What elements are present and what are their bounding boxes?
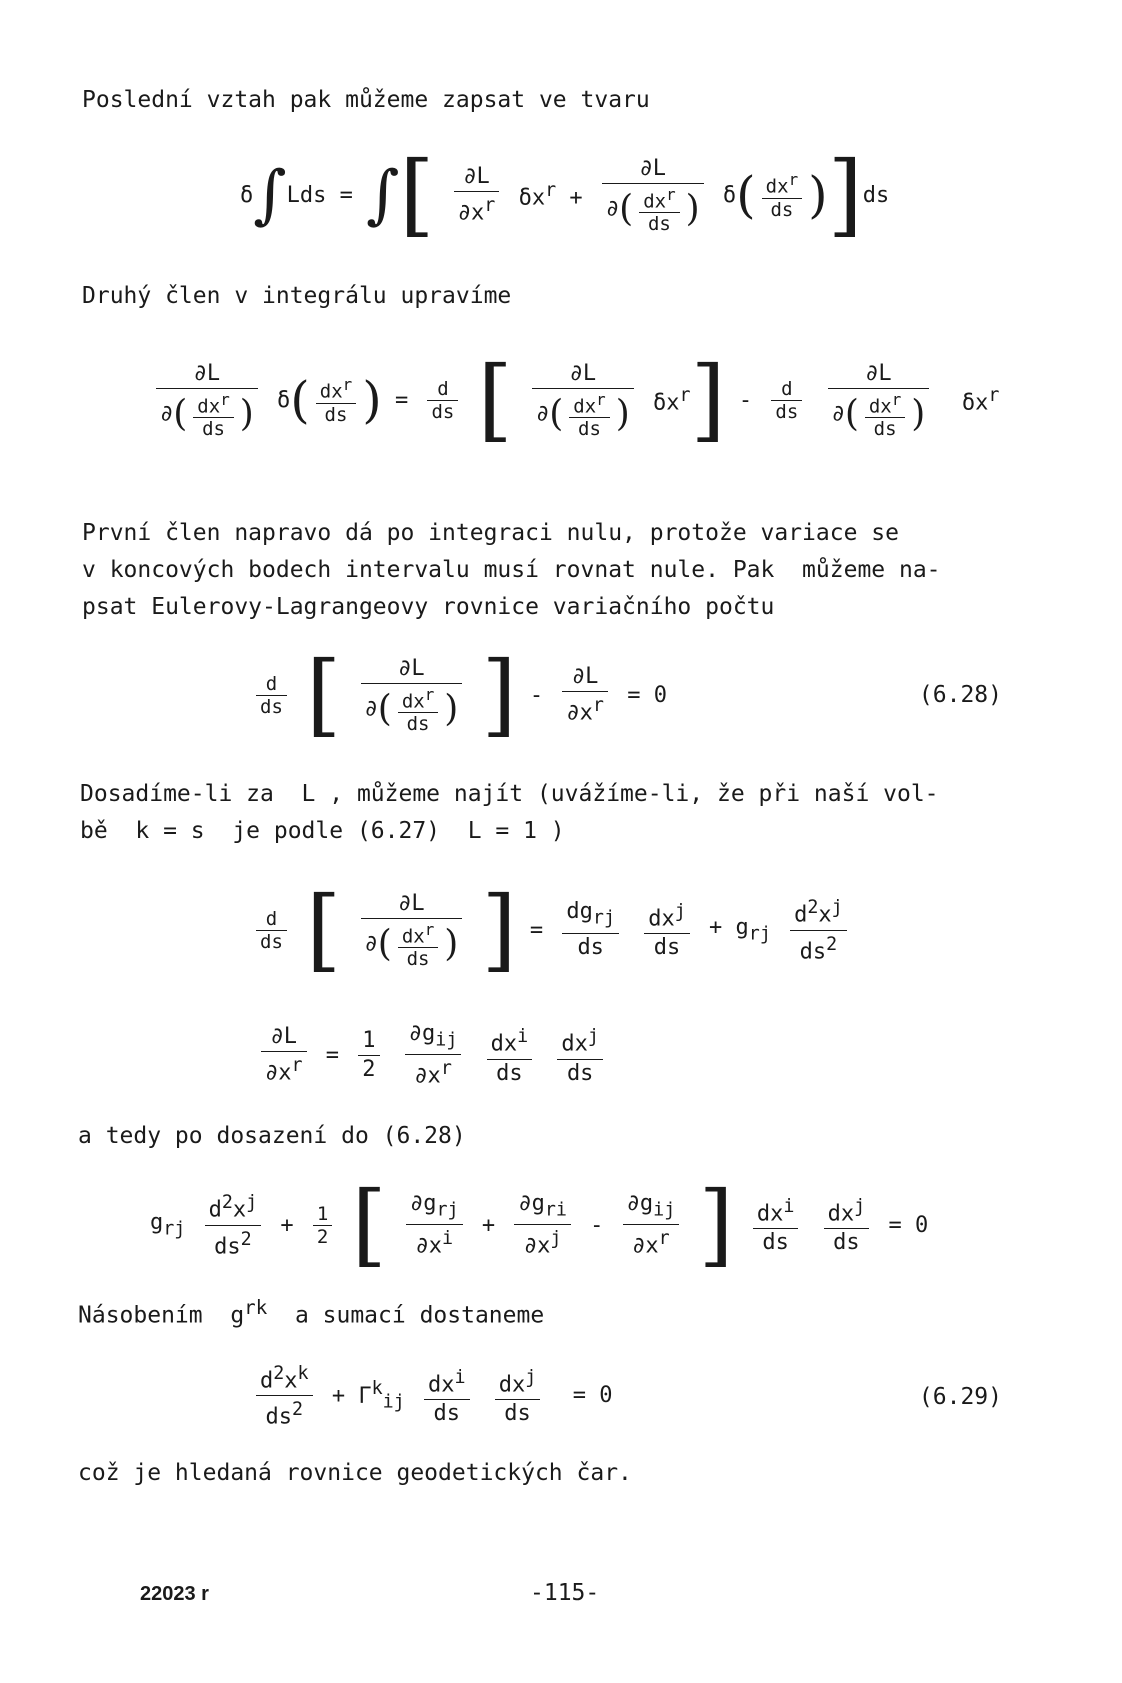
footer-code: 22023 r bbox=[140, 1583, 209, 1605]
paragraph-first-term-line3: psat Eulerovy-Lagrangeovy rovnice variačního počtu bbox=[82, 594, 775, 620]
paragraph-substitution-line2: bě k = s je podle (6.27) L = 1 ) bbox=[80, 818, 565, 844]
paragraph-substitution-line1: Dosadíme-li za L , můžeme najít (uvážíme-li, že při naší vol- bbox=[80, 781, 939, 807]
paragraph-multiplication-rest: a sumací dostaneme bbox=[267, 1302, 545, 1329]
paragraph-multiplication-start: Násobením g bbox=[78, 1302, 245, 1329]
paragraph-first-term-line1: První člen napravo dá po integraci nulu, protože variace se bbox=[82, 520, 899, 546]
equation-number-628: (6.28) bbox=[918, 682, 1002, 708]
equation-euler-lagrange: $\frac{d}{ds}$ [ ∂L ∂( $\frac{dx^r}{ds}$ ) ] - $\frac{\partial L}{\partial x^r}$ = 0 bbox=[250, 650, 667, 740]
paragraph-after-substitution: a tedy po dosazení do (6.28) bbox=[78, 1123, 466, 1149]
equation-geodesic: $\frac{d^2x^k}{ds^2}$ + $\Gamma^k_{ij}$ $\frac{dx^i}{ds}$ $\frac{dx^j}{ds}$ = 0 bbox=[250, 1360, 613, 1432]
paragraph-second-term: Druhý člen v integrálu upravíme bbox=[82, 283, 512, 309]
equation-geodesic-intermediate: $g_{rj}$ $\frac{d^2x^j}{ds^2}$ + $\frac{1}{2}$ [ $\frac{\partial g_{rj}}{\partial x^i}$ + $\frac{\partial g_{ri}}{\partial x^j}$ - $\frac{\partial g_{ij}}{\partial x^r}$ ] $\frac{dx^i}{ds}$ $\frac{dx^j}{ds}$ = 0 bbox=[150, 1172, 929, 1277]
paragraph-conclusion: což je hledaná rovnice geodetických čar. bbox=[78, 1460, 632, 1486]
equation-number-629: (6.29) bbox=[918, 1384, 1002, 1410]
equation-derivative-expansion: $\frac{d}{ds}$ [ ∂L ∂( $\frac{dx^r}{ds}$ ) ] = $\frac{dg_{rj}}{ds}$ $\frac{dx^j}{ds}$ + $g_{rj}$ $\frac{d^2x^j}{ds^2}$ bbox=[250, 885, 853, 975]
page-number: -115- bbox=[530, 1580, 600, 1606]
equation-partial-L: $\frac{\partial L}{\partial x^r}$ = $\frac{1}{2}$ $\frac{\partial g_{ij}}{\partial x^r}$ $\frac{dx^i}{ds}$ $\frac{dx^j}{ds}$ bbox=[255, 1020, 609, 1091]
equation-second-term: ∂L ∂( $\frac{dx^r}{ds}$ ) δ( $\frac{dx^r}{ds}$ ) = $\frac{d}{ds}$ [ ∂L ∂( $\frac{dx^r}{ds}$ ) $\delta x^r$] - $\frac{d}{ds}$ ∂L ∂( $\frac{dx^r}{ds}$ ) $\delta x^r$ bbox=[150, 355, 999, 445]
paragraph-multiplication bbox=[78, 1290, 544, 1334]
paragraph-first-term-line2: v koncových bodech intervalu musí rovnat nule. Pak můžeme na- bbox=[82, 557, 941, 583]
paragraph-multiplication-sup: rk bbox=[244, 1296, 268, 1319]
paragraph-intro: Poslední vztah pak můžeme zapsat ve tvaru bbox=[82, 87, 650, 113]
equation-variation-integral: δ∫Lds = ∫[ $\frac{\partial L}{\partial x^r}$ $\delta x^r$ + ∂L ∂( $\frac{dx^r}{ds}$ ) δ( $\frac{dx^r}{ds}$ )]ds bbox=[240, 142, 890, 247]
